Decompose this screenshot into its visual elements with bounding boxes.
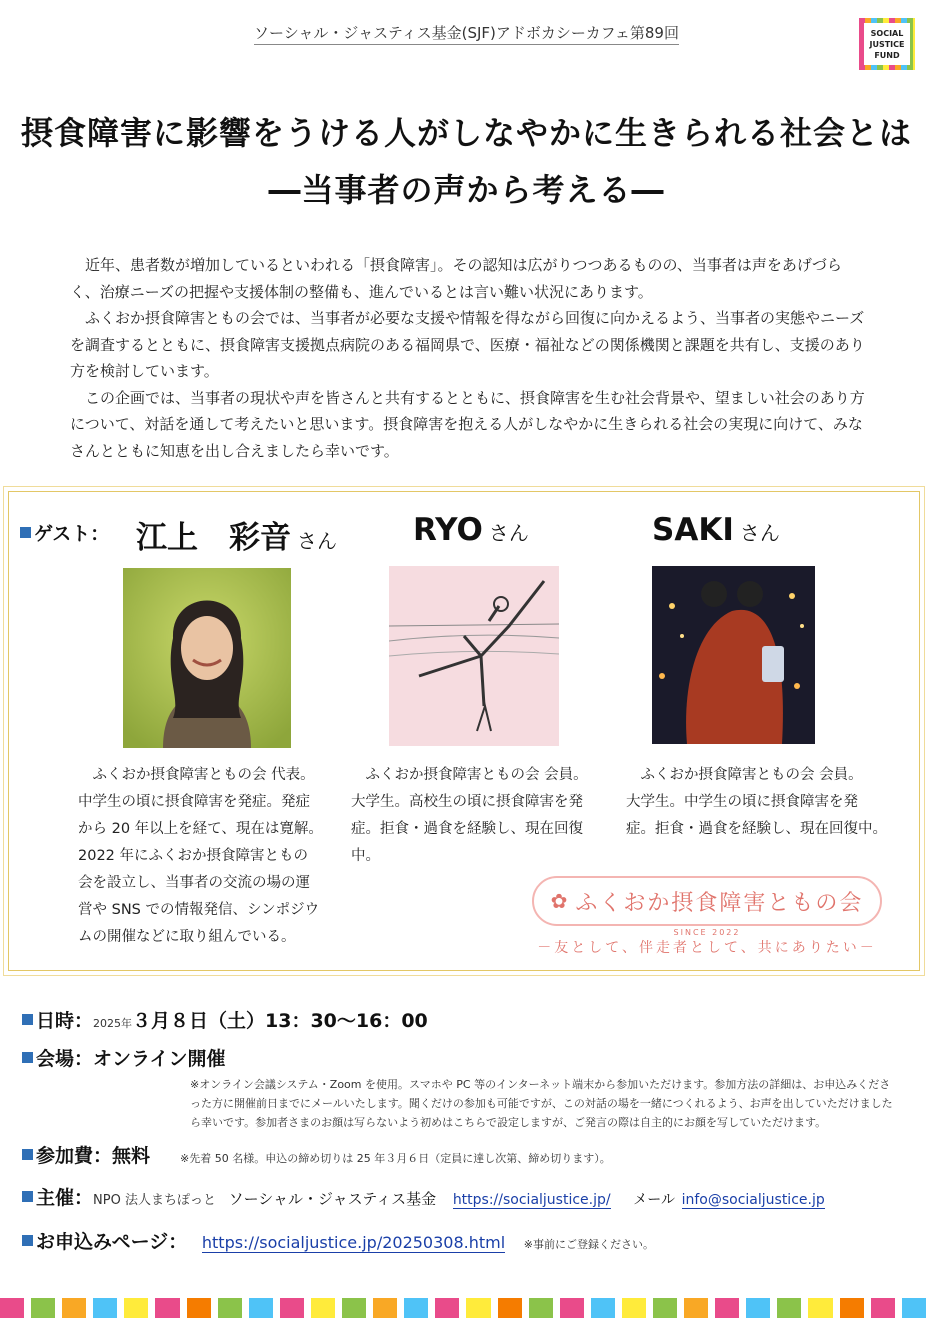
header-series: ソーシャル・ジャスティス基金(SJF)アドボカシーカフェ第89回 — [0, 22, 933, 43]
stripe-block — [622, 1298, 646, 1318]
stripe-block — [280, 1298, 304, 1318]
fee-row: 参加費：無料 ※先着 50 名様。申込の締め切りは 25 年３月６日（定員に達し次第、締め切ります）。 — [22, 1141, 611, 1168]
page-subtitle: ―当事者の声から考える― — [268, 171, 665, 209]
stripe-block — [591, 1298, 615, 1318]
guest-bio-1: ふくおか摂食障害ともの会 代表。 中学生の頃に摂食障害を発症。発症 から 20 年以上を経て、現在は寛解。 2022 年にふくおか摂食障害ともの 会を設立し、当事者の交流の場の運 営や SNS での情報発信、シンポジウ ムの開催などに取り組んでいる。 — [78, 767, 323, 945]
stripe-block — [466, 1298, 490, 1318]
stripe-block — [435, 1298, 459, 1318]
guest-name-2: RYO さん — [413, 512, 529, 548]
stripe-block — [373, 1298, 397, 1318]
guest-bio-3: ふくおか摂食障害ともの会 会員。 大学生。中学生の頃に摂食障害を発 症。拒食・過食を経験し、現在回復中。 — [626, 767, 887, 837]
apply-row: お申込みページ： https://socialjustice.jp/20250308.html ※事前にご登録ください。 — [22, 1227, 654, 1254]
stripe-block — [31, 1298, 55, 1318]
stripe-block — [871, 1298, 895, 1318]
venue-row: 会場：オンライン開催 — [22, 1044, 225, 1071]
guest-bio-2: ふくおか摂食障害ともの会 会員。 大学生。高校生の頃に摂食障害を発 症。拒食・過食を経験し、現在回復中。 — [351, 767, 588, 864]
guest-name-1: 江上 彩音 さん — [136, 520, 337, 556]
stripe-block — [155, 1298, 179, 1318]
color-stripe — [0, 1298, 933, 1318]
stripe-block — [653, 1298, 677, 1318]
association-logo: ✿ ふくおか摂食障害ともの会 SINCE 2022 －友として、伴走者として、共にありたい－ — [528, 876, 886, 958]
host-url-link[interactable]: https://socialjustice.jp/ — [452, 1192, 611, 1208]
stripe-block — [311, 1298, 335, 1318]
mail-link[interactable]: info@socialjustice.jp — [681, 1192, 825, 1208]
stripe-block — [218, 1298, 242, 1318]
stripe-block — [404, 1298, 428, 1318]
page-title: 摂食障害に影響をうける人がしなやかに生きられる社会とは — [20, 114, 912, 152]
stripe-block — [249, 1298, 273, 1318]
stripe-block — [0, 1298, 24, 1318]
guest-photo-3 — [652, 566, 815, 744]
stripe-block — [187, 1298, 211, 1318]
stripe-block — [902, 1298, 926, 1318]
stripe-block — [715, 1298, 739, 1318]
stripe-block — [777, 1298, 801, 1318]
stripe-block — [808, 1298, 832, 1318]
stripe-block — [560, 1298, 584, 1318]
stripe-block — [684, 1298, 708, 1318]
venue-note: ※オンライン会議システム・Zoom を使用。スマホや PC 等のインターネット端末から参加いただけます。参加方法の詳細は、お申込みくださった方に開催前日までにメールいたします。聞くだけの参加も可能ですが、この対話の場を一緒につくれるよう、お声を出していただけましたら幸いです。参加者さまのお顔は写らないよう初めはこちらで設定しますが、ご発言の際は自主的にお顔を写していただけます。 — [190, 1078, 893, 1129]
sjf-logo: SOCIAL JUSTICE FUND — [869, 28, 905, 60]
stripe-block — [93, 1298, 117, 1318]
date-row: 日時：2025年３月８日（土）13：30～16：00 — [22, 1006, 428, 1033]
guest-photo-2 — [389, 566, 559, 746]
host-row: 主催：NPO 法人まちぽっと ソーシャル・ジャスティス基金 https://socialjustice.jp/ メール info@socialjustice.jp — [22, 1183, 825, 1210]
stripe-block — [124, 1298, 148, 1318]
stripe-block — [529, 1298, 553, 1318]
guest-name-3: SAKI さん — [652, 512, 780, 548]
intro-text: 近年、患者数が増加しているといわれる「摂食障害」。その認知は広がりつつあるものの、当事者は声をあげづらく、治療ニーズの把握や支援体制の整備も、進んでいるとは言い難い状況にあります。 ふくおか摂食障害ともの会では、当事者が必要な支援や情報を得ながら回復に向かえるよう、当事者の実態やニーズを調査するとともに、摂食障害支援拠点病院のある福岡県で、医療・福祉などの関係機関と課題を共有し、支援のあり方を検討しています。 この企画では、当事者の現状や声を皆さんと共有するとともに、摂食障害を生む社会背景や、望ましい社会のあり方について、対話を通して考えたいと思います。摂食障害を抱える人がしなやかに生きられる社会の実現に向けて、みなさんとともに知恵を出し合えましたら幸いです。 — [70, 256, 865, 460]
guest-photo-1 — [123, 568, 291, 748]
stripe-block — [498, 1298, 522, 1318]
apply-link[interactable]: https://socialjustice.jp/20250308.html — [201, 1233, 506, 1252]
stripe-block — [62, 1298, 86, 1318]
stripe-block — [746, 1298, 770, 1318]
stripe-block — [840, 1298, 864, 1318]
stripe-block — [342, 1298, 366, 1318]
guest-label: ゲスト： — [20, 519, 109, 546]
